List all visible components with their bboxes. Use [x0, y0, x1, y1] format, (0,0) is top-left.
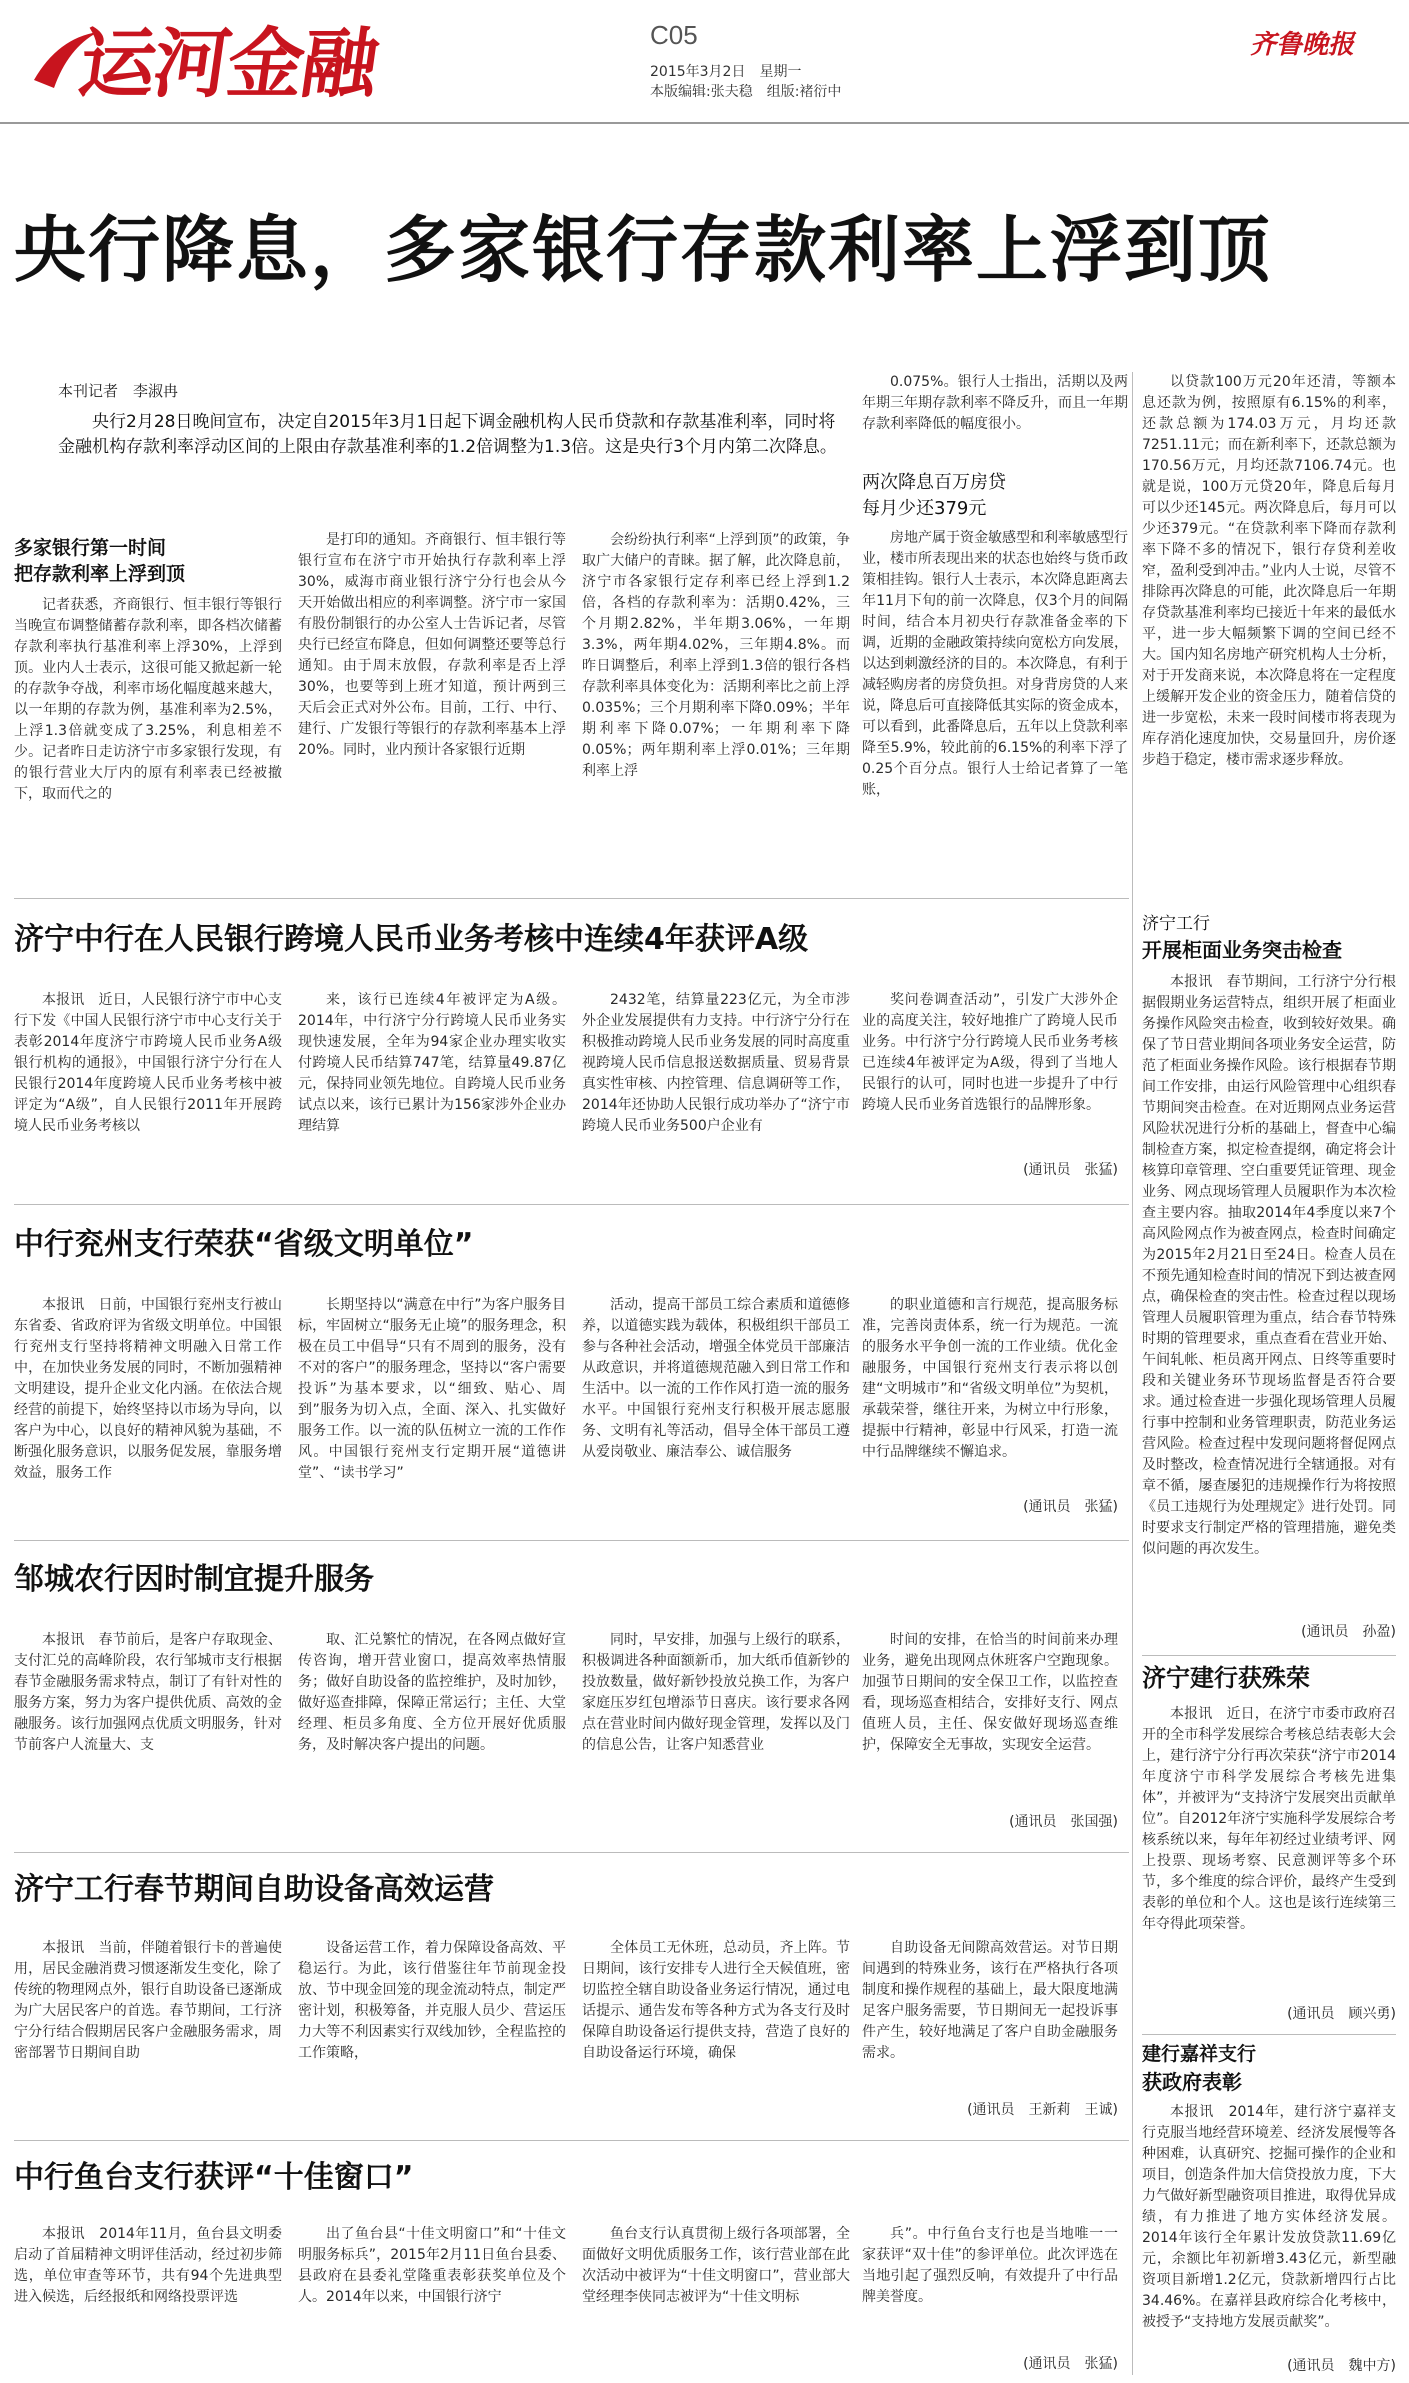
section-rule: [14, 2140, 1129, 2141]
sidebar-3-body: [1142, 2102, 1396, 2354]
subhead-1: 多家银行第一时间 把存款利率上浮到顶: [14, 537, 186, 585]
article-1-col-3-text: 2432笔，结算量223亿元，为全市涉外企业发展提供有力支持。中行济宁分行在积极推动跨境人民币业务发展的同时高度重视跨境人民币信息报送数据质量、贸易背景真实性审核、内控管理、信息调研等工作，2014年还协助人民银行成功举办了“济宁市跨境人民币业务500户企业有: [582, 992, 850, 1134]
article-4-col-2-text: 设备运营工作，着力保障设备高效、平稳运行。为此，该行借鉴往年节前现金投放、节中现金回笼的现金流动特点，制定严密计划，积极筹备，并克服人员少、营运压力大等不利因素实行双线加钞，全程监控的工作策略，: [298, 1940, 566, 2061]
masthead-rule: [0, 122, 1409, 124]
sidebar-1-body: [1142, 972, 1396, 1620]
article-5-col-3-text: 鱼台支行认真贯彻上级行各项部署，全面做好文明优质服务工作，该行营业部在此次活动中被评为“十佳文明窗口”，营业部大堂经理李侠同志被评为“十佳文明标: [582, 2226, 850, 2305]
article-3-col-3-text: 同时，早安排，加强与上级行的联系，积极调进各种面额新币，加大纸币值新钞的投放数量，做好新钞投放兑换工作，为客户家庭压岁红包增添节日喜庆。该行要求各网点在营业时间内做好现金管理，发挥以及门的信息公告，让客户知悉营业: [582, 1632, 850, 1753]
masthead: [28, 18, 588, 110]
main-column-5: [1142, 372, 1396, 892]
sidebar-divider: [1142, 2034, 1396, 2035]
article-3-title: 邹城农行因时制宜提升服务: [14, 1562, 374, 1597]
article-5-col-4: [862, 2224, 1118, 2352]
sidebar-2-body: [1142, 1704, 1396, 2004]
article-4-title: 济宁工行春节期间自助设备高效运营: [14, 1872, 494, 1907]
main-column-2: [298, 530, 566, 910]
article-5-col-2-text: 出了鱼台县“十佳文明窗口”和“十佳文明服务标兵”，2015年2月11日鱼台县委、县政府在县委礼堂隆重表彰获奖单位及个人。2014年以来，中国银行济宁: [298, 2226, 566, 2305]
newspaper-name: 齐鲁晚报: [1250, 30, 1355, 60]
article-2-col-3: [582, 1295, 850, 1515]
article-5-title: 中行鱼台支行获评“十佳窗口”: [14, 2160, 414, 2195]
article-1-col-1: [14, 990, 282, 1180]
article-5-credit: (通讯员 张猛): [1023, 2356, 1118, 2372]
sidebar-3-kicker: 建行嘉祥支行: [1142, 2043, 1257, 2065]
article-2-col-2-text: 长期坚持以“满意在中行”为客户服务目标，牢固树立“服务无止境”的服务理念，积极在员工中倡导“只有不周到的服务，没有不对的客户”的服务理念，坚持以“客户需要投诉”为基本要求，以“细致、贴心、周到”服务为切入点，全面、深入、扎实做好服务工作。以一流的队伍树立一流的工作作风。中国银行兖州支行定期开展“道德讲堂”、“读书学习”: [298, 1297, 566, 1481]
article-3-col-2: [298, 1630, 566, 1830]
article-3-col-4-text: 时间的安排，在恰当的时间前来办理业务，避免出现网点休班客户空跑现象。加强节日期间的安全保卫工作，以监控查看，现场巡查相结合，安排好支行、网点值班人员，主任、保安做好现场巡查维护，保障安全无事故，实现安全运营。: [862, 1632, 1118, 1753]
section-title: 运河金融: [73, 19, 383, 108]
sidebar-2-title: 济宁建行获殊荣: [1142, 1664, 1310, 1692]
article-1-col-3: [582, 990, 850, 1180]
article-1-col-2: [298, 990, 566, 1180]
article-2-col-2: [298, 1295, 566, 1515]
article-4-col-1-text: 本报讯 当前，伴随着银行卡的普遍使用，居民金融消费习惯逐渐发生变化，除了传统的物理网点外，银行自助设备已逐渐成为广大居民客户的首选。春节期间，工行济宁分行结合假期居民客户金融服务需求，周密部署节日期间自助: [14, 1940, 282, 2061]
article-4-col-1: [14, 1938, 282, 2118]
sidebar-3-title: 获政府表彰: [1142, 2070, 1242, 2094]
article-1-col-4-text: 奖问卷调查活动”，引发广大涉外企业的高度关注，较好地推广了跨境人民币业务。中行济宁分行跨境人民币业务考核已连续4年被评定为A级，得到了当地人民银行的认可，同时也进一步提升了中行跨境人民币业务首选银行的品牌形象。: [862, 992, 1118, 1113]
section-rule: [14, 1540, 1129, 1541]
article-2-title: 中行兖州支行荣获“省级文明单位”: [14, 1227, 474, 1262]
article-3-col-1-text: 本报讯 春节前后，是客户存取现金、支付汇兑的高峰阶段，农行邹城市支行根据春节金融服务需求特点，制订了有针对性的服务方案，努力为客户提供优质、高效的金融服务。该行加强网点优质文明服务，针对节前客户人流量大、支: [14, 1632, 282, 1753]
article-5-col-2: [298, 2224, 566, 2374]
article-2-col-1: [14, 1295, 282, 1515]
article-4-credit: (通讯员 王新莉 王诚): [967, 2102, 1118, 2118]
issue-info: [650, 62, 841, 102]
issue-date: 2015年3月2日 星期一: [650, 64, 802, 80]
article-1-title: 济宁中行在人民银行跨境人民币业务考核中连续4年获评A级: [14, 922, 809, 957]
article-1-credit: (通讯员 张猛): [1023, 1162, 1118, 1178]
main-column-4b-text: 房地产属于资金敏感型和利率敏感型行业，楼市所表现出来的状态也始终与货币政策相挂钩。银行人士表示，本次降息距离去年11月下旬的前一次降息，仅3个月的间隔时间，结合本月初央行存款准备金率的下调，近期的金融政策持续向宽松方向发展，以达到刺激经济的目的。本次降息，有利于减轻购房者的房贷负担。对身背房贷的人来说，降息后可直接降低其实际的资金成本，可以看到，此番降息后，五年以上贷款利率降至5.9%，较此前的6.15%的利率下浮了0.25个百分点。银行人士给记者算了一笔账，: [862, 530, 1128, 798]
main-column-5-text: 以贷款100万元20年还清，等额本息还款为例，按照原有6.15%的利率，还款总额为174.03万元，月均还款7251.11元；而在新利率下，还款总额为170.56万元，月均还款7106.74元。也就是说，100万元贷20年，降息后每月可以少还145元。两次降息后，每月可以少还379元。“在贷款利率下降而存款利率下降不多的情况下，银行存贷利差收窄，盈利受到冲击。”业内人士说，尽管不排除再次降息的可能，此次降息后一年期存贷款基准利率均已接近十年来的最低水平，进一步大幅频繁下调的空间已经不大。国内知名房地产研究机构人士分析，对于开发商来说，本次降息将在一定程度上缓解开发企业的资金压力，随着信贷的进一步宽松，未来一段时间楼市将表现为库存消化速度加快，交易量回升，房价逐步趋于稳定，楼市需求逐步释放。: [1142, 374, 1396, 768]
section-rule: [14, 1204, 1129, 1205]
article-4-col-4-text: 自助设备无间隙高效营运。对节日期间遇到的特殊业务，该行在严格执行各项制度和操作规程的基础上，最大限度地满足客户服务需要，节日期间无一起投诉事件产生，较好地满足了客户自助金融服务需求。: [862, 1940, 1118, 2061]
sidebar-divider: [1142, 1655, 1396, 1656]
article-5-col-1-text: 本报讯 2014年11月，鱼台县文明委启动了首届精神文明评佳活动，经过初步筛选，单位审查等环节，共有94个先进典型进入候选，后经报纸和网络投票评选: [14, 2226, 282, 2305]
main-column-3-text: 会纷纷执行利率“上浮到顶”的政策，争取广大储户的青睐。据了解，此次降息前，济宁市各家银行定存利率已经上浮到1.2倍，各档的存款利率为：活期0.42%，三个月期2.82%，半年期3.06%，一年期3.3%，两年期4.02%，三年期4.8%。而昨日调整后，利率上浮到1.3倍的银行各档存款利率具体变化为：活期利率比之前上浮0.035%；三个月期利率下降0.09%；半年期利率下降0.07%；一年期利率下降0.05%；两年期利率上浮0.01%；三年期利率上浮: [582, 532, 850, 779]
column-rule: [1132, 372, 1133, 912]
article-5-col-3: [582, 2224, 850, 2374]
sidebar-1-body-text: 本报讯 春节期间，工行济宁分行根据假期业务运营特点，组织开展了柜面业务操作风险突击检查，收到较好效果。确保了节日营业期间各项业务安全运营，防范了柜面业务操作风险。该行根据春节期间工作安排，由运行风险管理中心组织春节期间突击检查。在对近期网点业务运营风险状况进行分析的基础上，督查中心编制检查方案，拟定检查提纲，确定将会计核算印章管理、空白重要凭证管理、现金业务、网点现场管理人员履职作为本次检查主要内容。抽取2014年4季度以来7个高风险网点作为被查网点，检查时间确定为2015年2月21日至24日。检查人员在不预先通知检查时间的情况下到达被查网点，确保检查的突击性。检查过程以现场管理人员履职管理为重点，结合春节特殊时期的管理要求，重点查看在营业开始、午间轧帐、柜员离开网点、日终等重要时段和关键业务环节现场监督是否符合要求。通过检查进一步强化现场管理人员履行事中控制和业务管理职责，防范业务运营风险。检查过程中发现问题将督促网点及时整改，检查情况进行全辖通报。对有章不循，屡查屡犯的违规操作行为将按照《员工违规行为处理规定》进行处罚。同时要求支行制定严格的管理措施，避免类似问题的再次发生。: [1142, 974, 1396, 1557]
sidebar-3-credit: (通讯员 魏中方): [1287, 2358, 1396, 2374]
main-column-1: [14, 595, 282, 910]
sidebar-rule: [1132, 905, 1133, 2375]
main-headline: 央行降息，多家银行存款利率上浮到顶: [14, 208, 1273, 292]
main-column-4a: [862, 372, 1128, 467]
sidebar-1-title: 开展柜面业务突击检查: [1142, 938, 1342, 962]
issue-editors: 本版编辑:张夫稳 组版:褚衍中: [650, 84, 842, 100]
article-2-col-4-text: 的职业道德和言行规范，提高服务标准，完善岗责体系，统一行为规范。一流的服务水平争创一流的工作业绩。优化金融服务，中国银行兖州支行表示将以创建“文明城市”和“省级文明单位”为契机，承载荣誉，继往开来，为树立中行形象，提振中行精神，彰显中行风采，打造一流中行品牌继续不懈追求。: [862, 1297, 1118, 1460]
main-column-3: [582, 530, 850, 910]
section-rule: [14, 898, 1129, 899]
article-1-col-2-text: 来，该行已连续4年被评定为A级。2014年，中行济宁分行跨境人民币业务实现快速发展，全年为94家企业办理实收实付跨境人民币结算747笔，结算量49.87亿元，保持同业领先地位。自跨境人民币业务试点以来，该行已累计为156家涉外企业办理结算: [298, 992, 566, 1134]
article-2-credit: (通讯员 张猛): [1023, 1499, 1118, 1515]
article-2-col-3-text: 活动，提高干部员工综合素质和道德修养，以道德实践为载体，积极组织干部员工参与各种社会活动，增强全体党员干部廉洁从政意识，并将道德规范融入到日常工作和生活中。以一流的工作作风打造一流的服务水平。中国银行兖州支行积极开展志愿服务、文明有礼等活动，倡导全体干部员工遵从爱岗敬业、廉洁奉公、诚信服务: [582, 1297, 850, 1460]
article-4-col-2: [298, 1938, 566, 2118]
article-2-col-1-text: 本报讯 日前，中国银行兖州支行被山东省委、省政府评为省级文明单位。中国银行兖州支行坚持将精神文明融入日常工作中，在加快业务发展的同时，不断加强精神文明建设，提升企业文化内涵。在依法合规经营的前提下，始终坚持以市场为导向，以客户为中心，以良好的精神风貌为基础，不断强化服务意识，以服务促发展，靠服务增效益，服务工作: [14, 1297, 282, 1481]
article-3-col-1: [14, 1630, 282, 1830]
sidebar-1-kicker: 济宁工行: [1142, 914, 1210, 934]
sidebar-1-credit: (通讯员 孙盈): [1301, 1624, 1396, 1640]
article-1-col-4: [862, 990, 1118, 1160]
article-3-col-2-text: 取、汇兑繁忙的情况，在各网点做好宣传咨询，增开营业窗口，提高效率热情服务；做好自助设备的监控维护，及时加钞，做好巡查排障，保障正常运行；主任、大堂经理、柜员多角度、全方位开展好优质服务，及时解决客户提出的问题。: [298, 1632, 566, 1753]
byline: 本刊记者 李淑冉: [58, 382, 179, 400]
article-4-col-4: [862, 1938, 1118, 2098]
article-3-col-3: [582, 1630, 850, 1830]
main-column-2-text: 是打印的通知。齐商银行、恒丰银行等银行宣布在济宁市开始执行存款利率上浮30%，威海市商业银行济宁分行也会从今天开始做出相应的利率调整。济宁市一家国有股份制银行的办公室人士告诉记者，尽管央行已经宣布降息，但如何调整还要等总行通知。由于周末放假，存款利率是否上浮30%，也要等到上班才知道，预计两到三天后会正式对外公布。目前，工行、中行、建行、广发银行等银行的存款利率基本上浮20%。同时，业内预计各家银行近期: [298, 532, 566, 758]
article-2-col-4: [862, 1295, 1118, 1495]
page-number: C05: [650, 20, 698, 50]
main-column-4b: [862, 528, 1128, 910]
main-column-1-text: 记者获悉，齐商银行、恒丰银行等银行当晚宣布调整储蓄存款利率，即各档次储蓄存款利率执行基准利率上浮30%，上浮到顶。业内人士表示，这很可能又掀起新一轮的存款争夺战，利率市场化幅度越来越大，以一年期的存款为例，基准利率为2.5%，上浮1.3倍就变成了3.25%，利息相差不少。记者昨日走访济宁市多家银行发现，有的银行营业大厅内的原有利率表已经被撤下，取而代之的: [14, 597, 282, 802]
article-4-col-3: [582, 1938, 850, 2118]
sidebar-2-body-text: 本报讯 近日，在济宁市委市政府召开的全市科学发展综合考核总结表彰大会上，建行济宁分行再次荣获“济宁市2014年度济宁市科学发展综合考核先进集体”，并被评为“支持济宁发展突出贡献单位”。自2012年济宁实施科学发展综合考核系统以来，每年年初经过业绩考评、网上投票、现场考察、民意测评等多个环节，多个维度的综合评价，最终产生受到表彰的单位和个人。这也是该行连续第三年夺得此项荣誉。: [1142, 1706, 1396, 1932]
sidebar-2-credit: (通讯员 顾兴勇): [1287, 2006, 1396, 2022]
article-1-col-1-text: 本报讯 近日，人民银行济宁市中心支行下发《中国人民银行济宁市中心支行关于表彰2014年度济宁市跨境人民币业务A级银行机构的通报》，中国银行济宁分行在人民银行2014年度跨境人民币业务考核中被评定为“A级”，自人民银行2011年开展跨境人民币业务考核以: [14, 992, 282, 1134]
article-4-col-3-text: 全体员工无休班，总动员，齐上阵。节日期间，该行安排专人进行全天候值班，密切监控全辖自助设备业务运行情况，通过电话提示、通告发布等各种方式为各支行及时保障自助设备运行提供支持，营造了良好的自助设备运行环境，确保: [582, 1940, 850, 2061]
article-5-col-4-text: 兵”。中行鱼台支行也是当地唯一一家获评“双十佳”的参评单位。此次评选在当地引起了强烈反响，有效提升了中行品牌美誉度。: [862, 2226, 1118, 2305]
lead-paragraph: 央行2月28日晚间宣布，决定自2015年3月1日起下调金融机构人民币贷款和存款基准利率，同时将金融机构存款利率浮动区间的上限由存款基准利率的1.2倍调整为1.3倍。这是央行3个月内第二次降息。: [58, 412, 837, 457]
section-rule: [14, 1852, 1129, 1853]
sidebar-3-body-text: 本报讯 2014年，建行济宁嘉祥支行克服当地经营环境差、经济发展慢等各种困难，认真研究、挖掘可操作的企业和项目，创造条件加大信贷投放力度，下大力气做好新型融资项目推进，取得优异成绩，有力推进了地方实体经济发展。2014年该行全年累计发放贷款11.69亿元，余额比年初新增3.43亿元，新型融资项目新增1.2亿元，贷款新增四行占比34.46%。在嘉祥县政府综合化考核中，被授予“支持地方发展贡献奖”。: [1142, 2104, 1396, 2330]
article-3-credit: (通讯员 张国强): [1009, 1814, 1118, 1830]
article-5-col-1: [14, 2224, 282, 2374]
main-column-4a-text: 0.075%。银行人士指出，活期以及两年期三年期存款利率不降反升，而且一年期存款利率降低的幅度很小。: [862, 374, 1128, 432]
subhead-2: 两次降息百万房贷 每月少还379元: [862, 472, 1006, 519]
article-3-col-4: [862, 1630, 1118, 1810]
